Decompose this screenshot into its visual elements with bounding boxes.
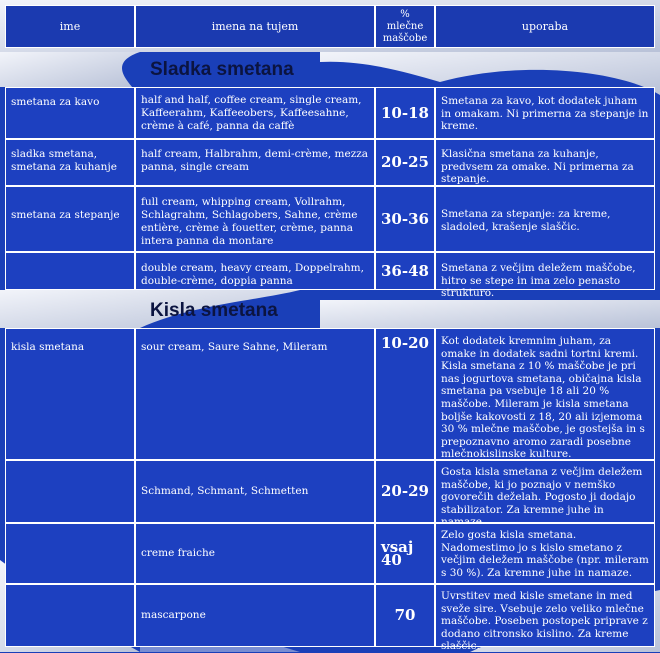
row-fat-percent: 10-18 <box>375 87 435 139</box>
header-usage: uporaba <box>435 5 655 48</box>
row-fat-percent: 36-48 <box>375 252 435 290</box>
row-usage: Gosta kisla smetana z večjim deležem maščobe, ki jo poznajo v nemško govorečih deželah. Pogosto ji dodajo stabilizator. Za kremne juhe in <box>435 460 655 523</box>
row-foreign-names: half cream, Halbrahm, demi-crème, mezza panna, single cream <box>135 139 375 186</box>
row-foreign-names: full cream, whipping cream, Vollrahm, Schlagrahm, Schlagobers, Sahne, crème entière, crème à fouetter, crème, panna intera panna da montare <box>135 186 375 252</box>
row-fat-percent: vsaj 40 <box>375 523 435 584</box>
row-fat-percent: 20-29 <box>375 460 435 523</box>
row-foreign-names: Schmand, Schmant, Schmetten <box>135 460 375 523</box>
row-name-empty <box>5 523 135 584</box>
row-usage: Smetana za kavo, kot dodatek juham in omakam. Ni primerna za stepanje in kreme. <box>435 87 655 139</box>
row-fat-percent: 70 <box>375 584 435 647</box>
row-name-empty <box>5 584 135 647</box>
row-usage: Smetana z večjim deležem maščobe, hitro se stepe in ima zelo penasto strukturo. <box>435 252 655 290</box>
row-foreign-names: mascarpone <box>135 584 375 647</box>
section-title-sweet-cream: Sladka smetana <box>150 59 294 80</box>
row-name: smetana za kavo <box>5 87 135 139</box>
row-name: kisla smetana <box>5 328 135 460</box>
row-usage: Uvrstitev med kisle smetane in med sveže sire. Vsebuje zelo veliko mlečne maščobe. Poseben postopek priprave z dodano citronsko kislino. Za kreme slaščic. <box>435 584 655 647</box>
header-foreign-names: imena na tujem <box>135 5 375 48</box>
header-name: ime <box>5 5 135 48</box>
row-usage: Klasična smetana za kuhanje, predvsem za omake. Ni primerna za stepanje. <box>435 139 655 186</box>
row-usage: Kot dodatek kremnim juham, za omake in dodatek sadni tortni kremi. Kisla smetana z 10 % maščobe je pri nas jogurtova smetana, običajna kisla smetana pa vsebuje 18 ali 20 % maščobe. Mileram je kisla smetana boljše kakovosti z 18, 20 ali izjemoma 30 % mlečne maščobe, je gostejša in s prepoznavno aromo zaradi posebne mlečnokislinske kulture. <box>435 328 655 460</box>
row-fat-percent: 20-25 <box>375 139 435 186</box>
row-foreign-names: double cream, heavy cream, Doppelrahm, double-crème, doppia panna <box>135 252 375 290</box>
row-fat-percent: 30-36 <box>375 186 435 252</box>
row-foreign-names: half and half, coffee cream, single cream, Kaffeerahm, Kaffeeobers, Kaffeesahne, crème à café, panna da caffè <box>135 87 375 139</box>
row-name-empty <box>5 252 135 290</box>
row-usage: Smetana za stepanje: za kreme, sladoled, krašenje slaščic. <box>435 186 655 252</box>
row-name: sladka smetana, smetana za kuhanje <box>5 139 135 186</box>
section-title-sour-cream: Kisla smetana <box>150 300 278 321</box>
row-name-empty <box>5 460 135 523</box>
row-foreign-names: sour cream, Saure Sahne, Mileram <box>135 328 375 460</box>
row-usage: Zelo gosta kisla smetana. Nadomestimo jo s kislo smetano z večjim deležem maščobe (npr. mileram s 30 %). Za kremne juhe in namaze. <box>435 523 655 584</box>
row-name: smetana za stepanje <box>5 186 135 252</box>
row-foreign-names: creme fraiche <box>135 523 375 584</box>
header-fat-percent: % mlečne maščobe <box>375 5 435 48</box>
row-fat-percent: 10-20 <box>375 328 435 460</box>
